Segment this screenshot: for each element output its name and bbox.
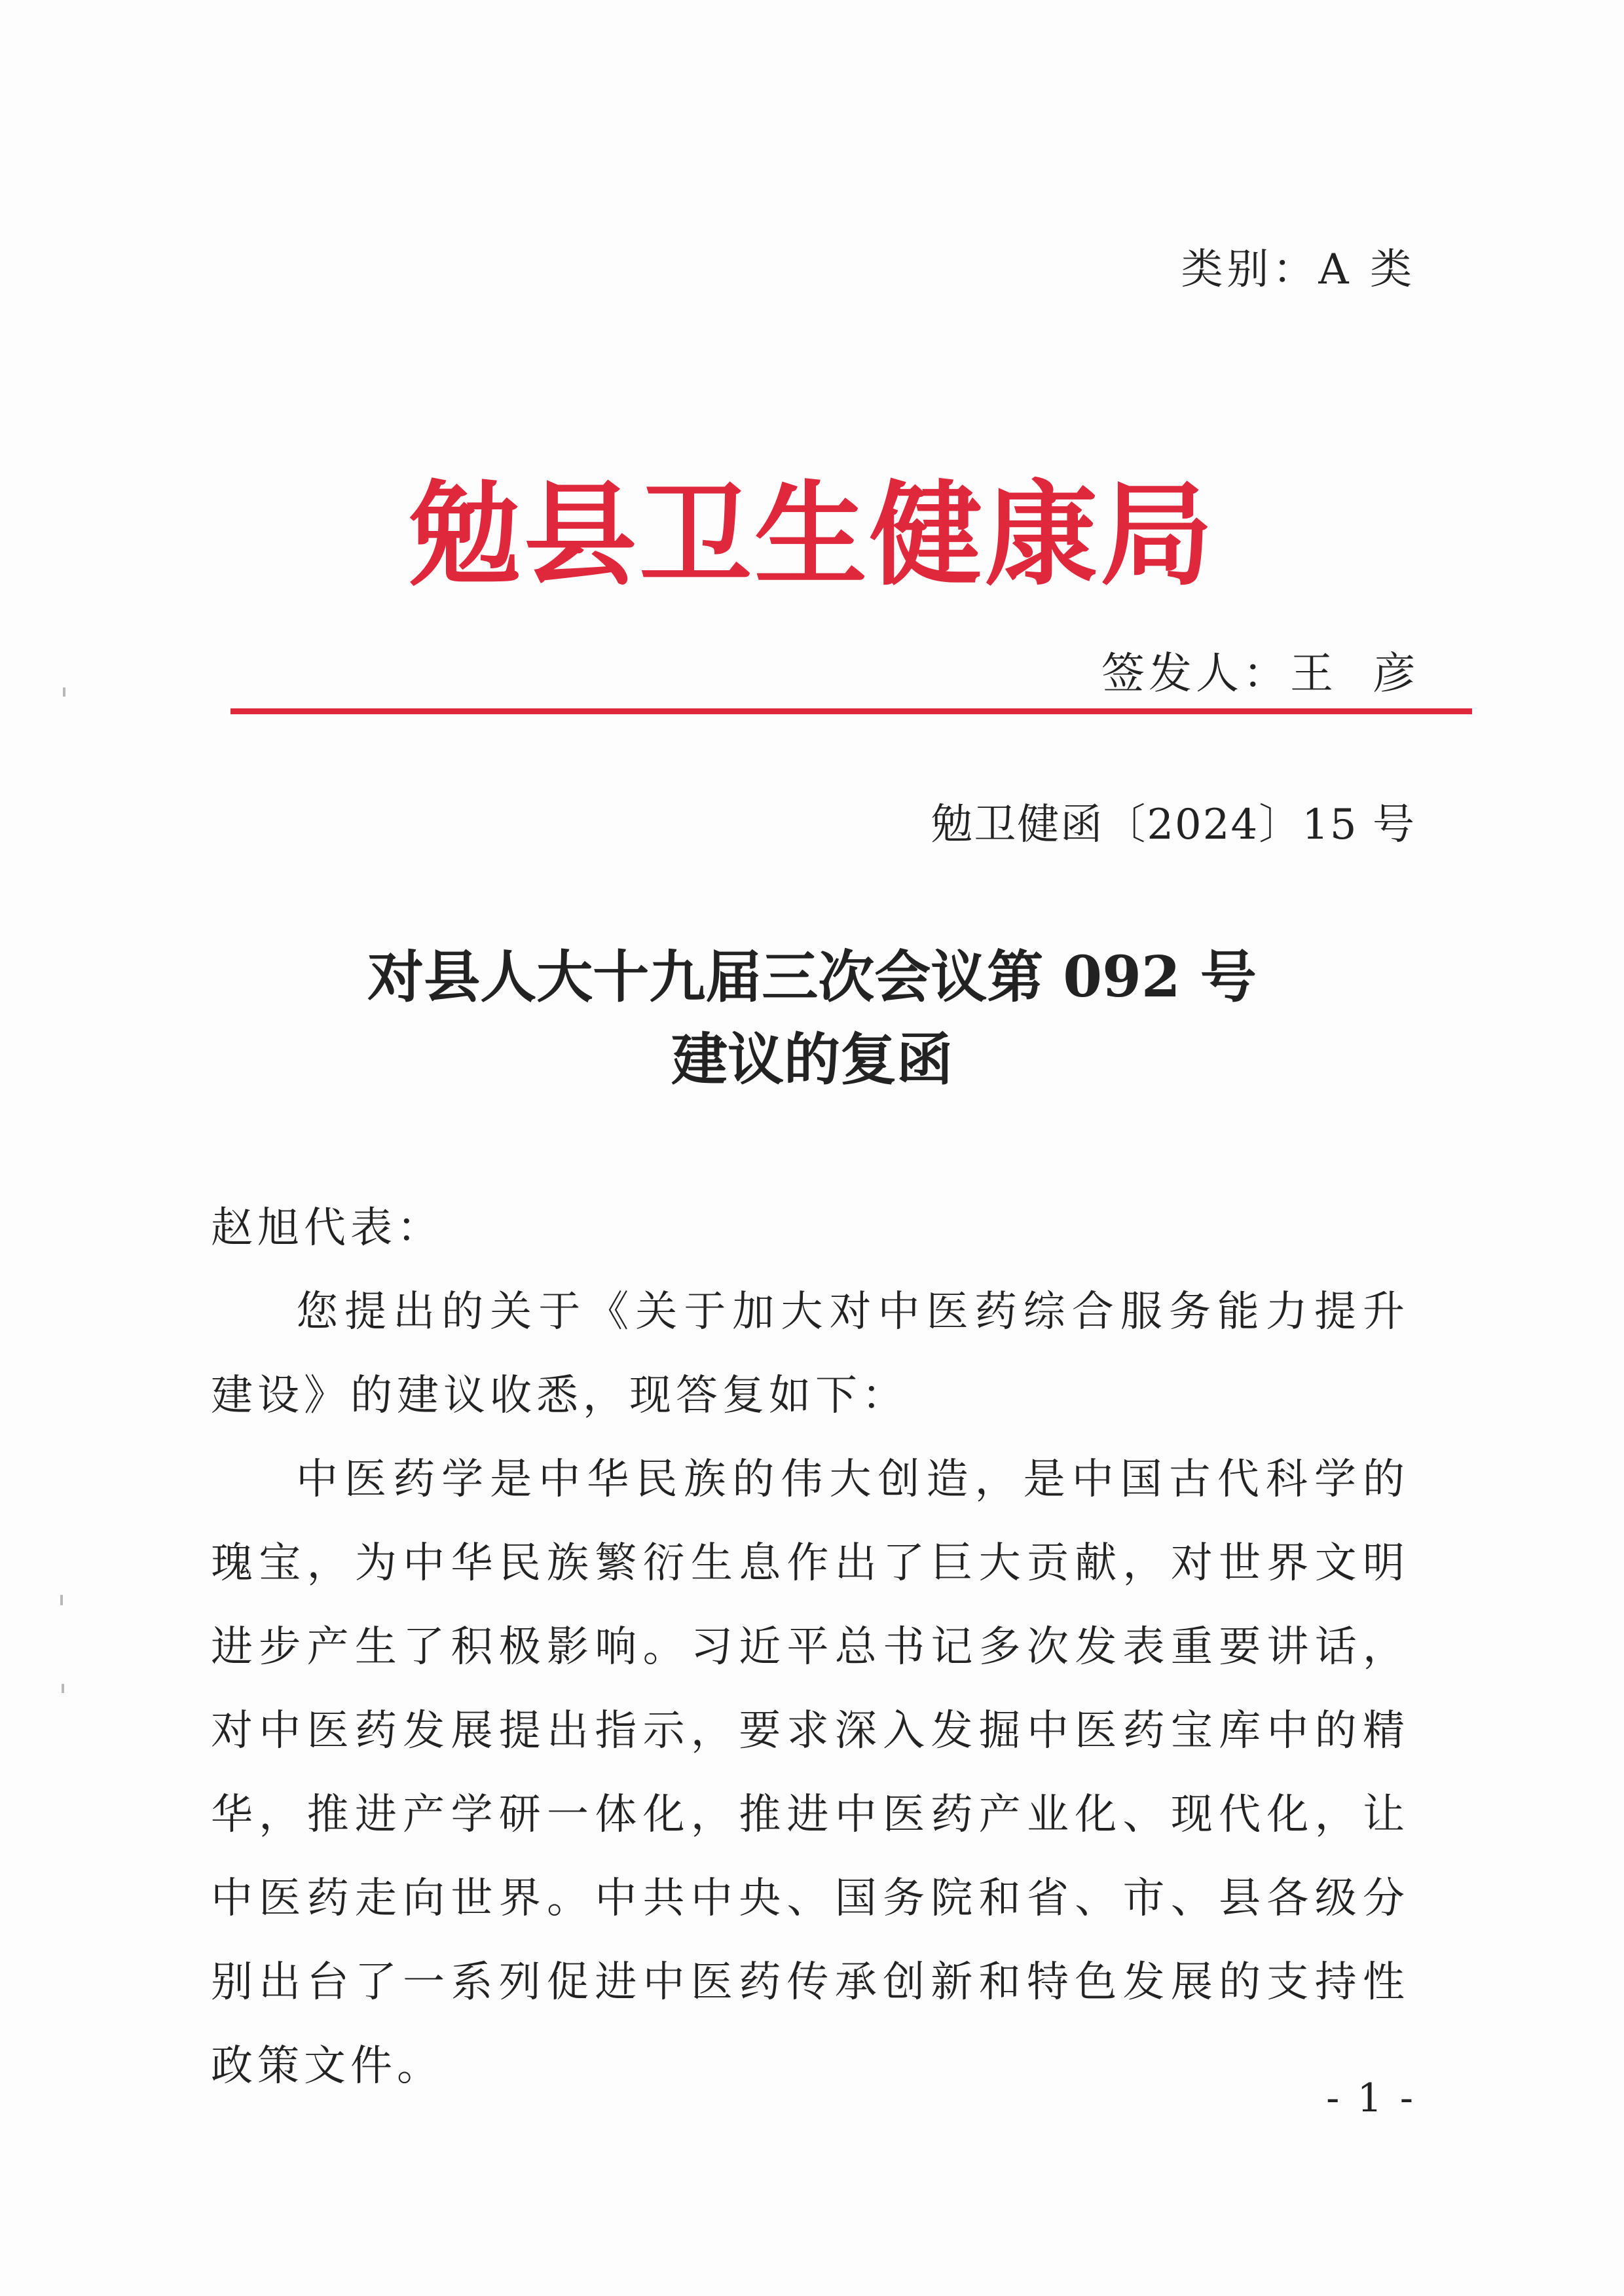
document-number: 勉卫健函〔2024〕15 号 [931, 801, 1416, 849]
scan-speck [60, 1595, 63, 1605]
red-separator-line [231, 708, 1472, 714]
paragraph-intro: 您提出的关于《关于加大对中医药综合服务能力提升建设》的建议收悉，现答复如下： [211, 1288, 1409, 1420]
letter-body [211, 1186, 1409, 2108]
scan-speck [63, 687, 65, 697]
scan-speck [62, 1684, 64, 1693]
organization-title: 勉县卫生健康局 [409, 468, 1215, 601]
paragraph-tcm-background: 中医药学是中华民族的伟大创造，是中国古代科学的瑰宝，为中华民族繁衍生息作出了巨大贡献，对世界文明进步产生了积极影响。习近平总书记多次发表重要讲话，对中医药发展提出指示，要求深入发掘中医药宝库中的精华，推进产学研一体化，推进中医药产业化、现代化，让中医药走向世界。中共中央、国务院和省、市、县各级分别出台了一系列促进中医药传承创新和特色发展的支持性政策文件。 [211, 1455, 1409, 2090]
reply-title [0, 936, 1624, 1101]
reply-title-line-2: 建议的复函 [671, 1027, 953, 1093]
page-number: - 1 - [1326, 2075, 1416, 2121]
reply-title-line-1: 对县人大十九届三次会议第 092 号 [367, 944, 1257, 1010]
category-label: 类别：A 类 [1181, 246, 1416, 294]
signer-line [1101, 638, 1455, 701]
signer-name: 王彦 [1290, 648, 1455, 699]
salutation: 赵旭代表： [211, 1204, 443, 1252]
signer-label: 签发人： [1101, 648, 1290, 699]
